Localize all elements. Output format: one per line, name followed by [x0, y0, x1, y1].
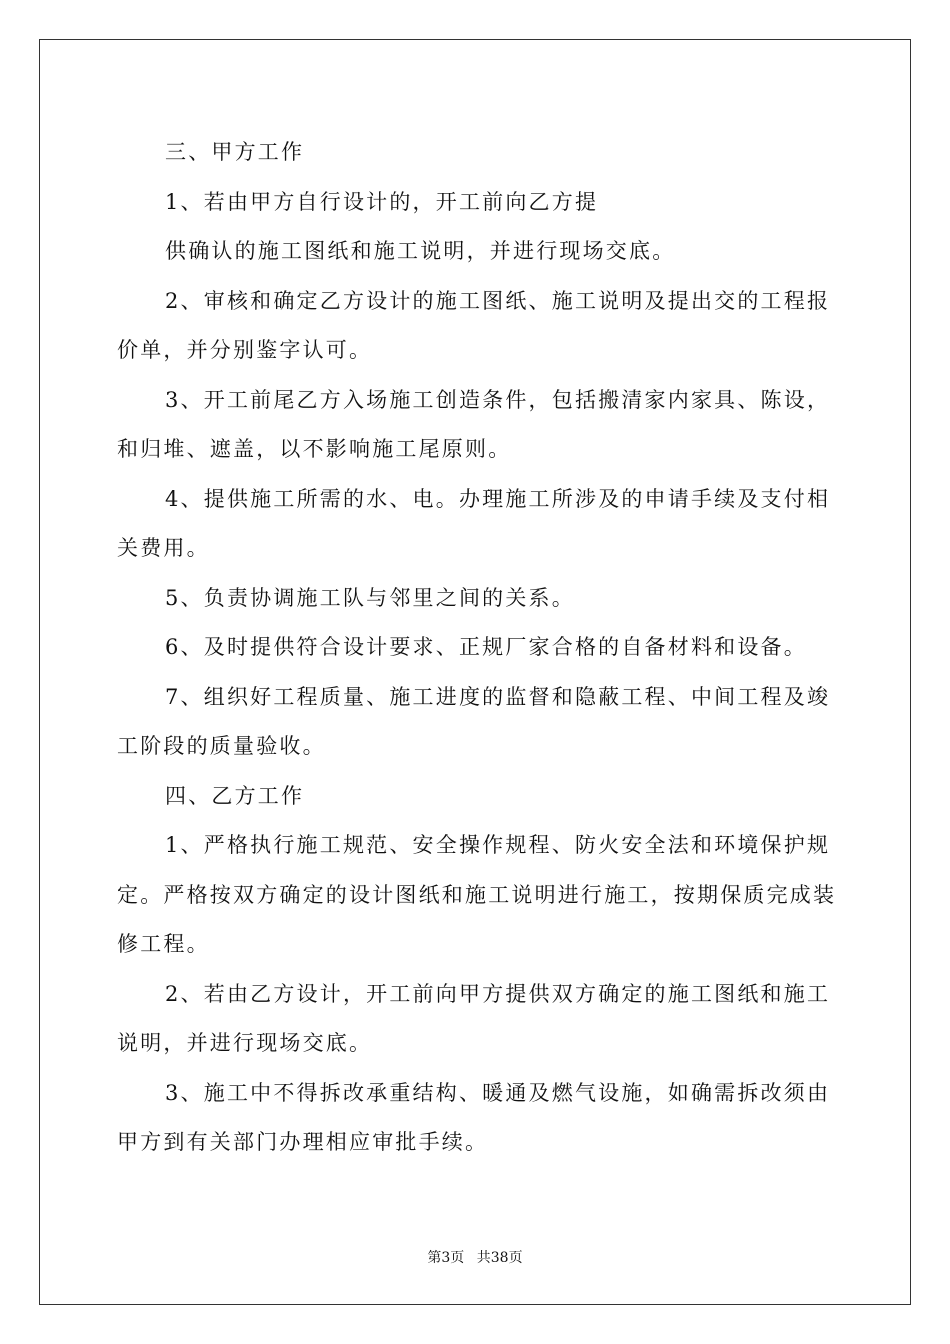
paragraph: 供确认的施工图纸和施工说明，并进行现场交底。 — [165, 239, 676, 263]
paragraph: 2、若由乙方设计，开工前向甲方提供双方确定的施工图纸和施工说明，并进行现场交底。 — [117, 981, 831, 1055]
paragraph: 4、提供施工所需的水、电。办理施工所涉及的申请手续及支付相关费用。 — [117, 486, 831, 560]
paragraph: 1、若由甲方自行设计的，开工前向乙方提 — [165, 189, 599, 214]
page-footer — [0, 1247, 950, 1267]
section-heading-party-b: 四、乙方工作 — [165, 783, 305, 808]
paragraph: 6、及时提供符合设计要求、正规厂家合格的自备材料和设备。 — [165, 635, 807, 659]
paragraph: 7、组织好工程质量、施工进度的监督和隐蔽工程、中间工程及竣工阶段的质量验收。 — [117, 684, 831, 758]
paragraph: 3、开工前尾乙方入场施工创造条件，包括搬清家内家具、陈设，和归堆、遮盖，以不影响施工尾原则。 — [117, 387, 831, 461]
paragraph: 3、施工中不得拆改承重结构、暖通及燃气设施，如确需拆改须由甲方到有关部门办理相应审批手续。 — [117, 1080, 831, 1154]
paragraph: 5、负责协调施工队与邻里之间的关系。 — [165, 585, 575, 610]
section-heading-party-a: 三、甲方工作 — [165, 140, 305, 164]
document-body — [117, 128, 837, 1168]
current-page-number: 第3页 — [427, 1250, 465, 1266]
total-page-count: 共38页 — [476, 1250, 523, 1266]
paragraph: 2、审核和确定乙方设计的施工图纸、施工说明及提出交的工程报价单，并分别鉴字认可。 — [117, 288, 831, 362]
paragraph: 1、严格执行施工规范、安全操作规程、防火安全法和环境保护规定。严格按双方确定的设计图纸和施工说明进行施工，按期保质完成装修工程。 — [117, 833, 837, 956]
